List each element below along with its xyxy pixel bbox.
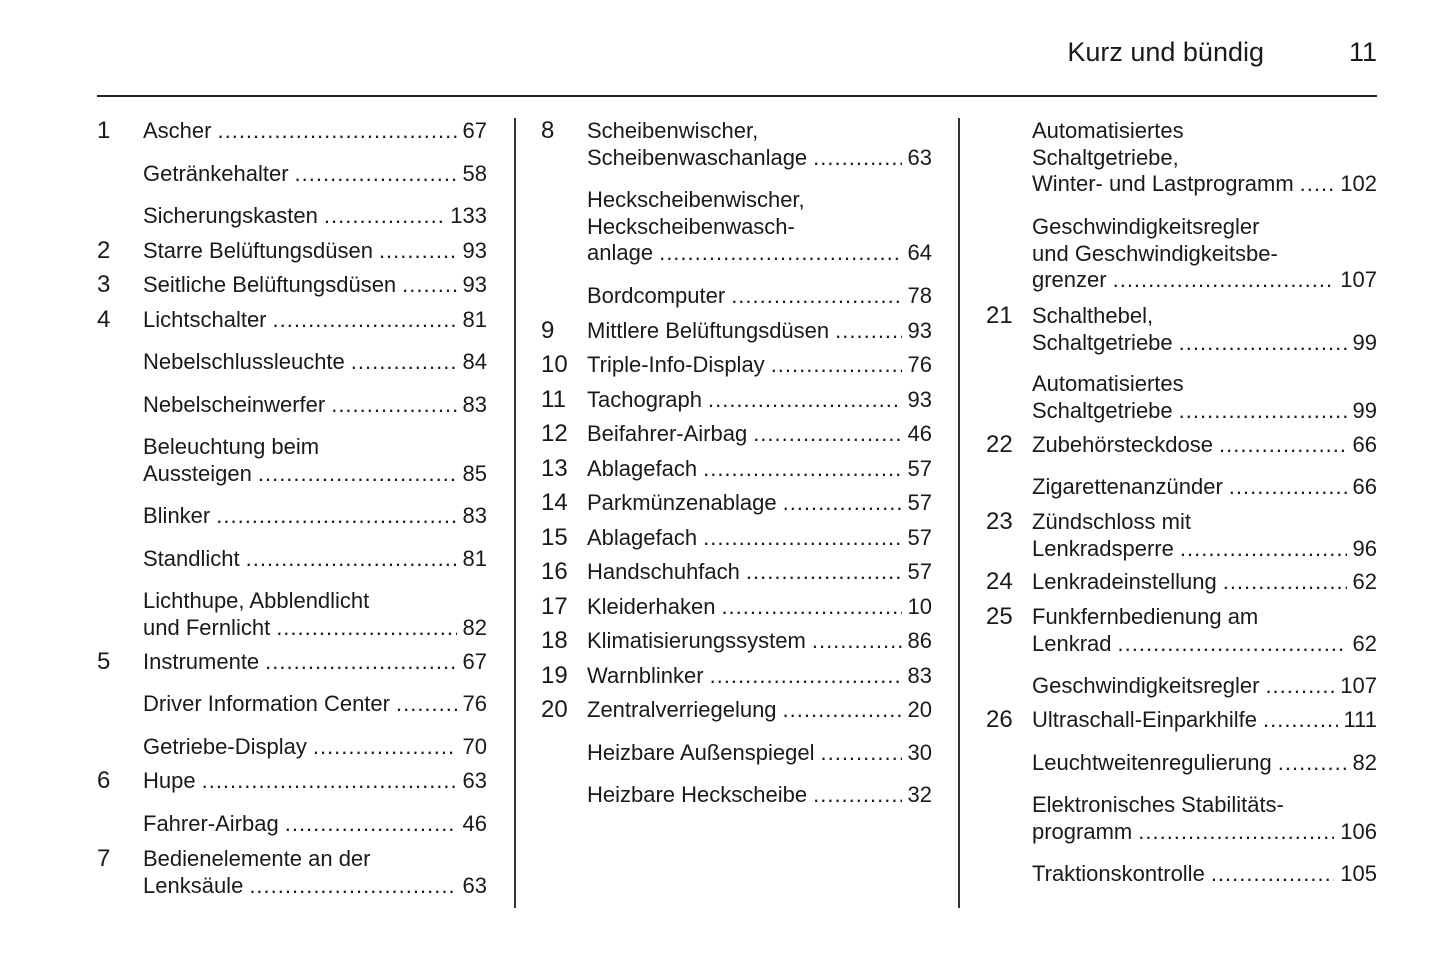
index-entry — [97, 118, 487, 145]
index-entry — [541, 490, 932, 517]
page-reference: 133 — [450, 203, 487, 228]
dot-leader — [1263, 707, 1338, 734]
item-number: 22 — [986, 431, 1013, 458]
page-reference: 58 — [462, 161, 487, 186]
item-number: 26 — [986, 706, 1013, 733]
entry-label: Nebelscheinwerfer — [143, 392, 326, 417]
page-reference: 82 — [1352, 750, 1377, 775]
page-reference: 82 — [462, 614, 487, 640]
index-entry — [986, 214, 1377, 294]
index-entry — [97, 307, 487, 334]
index-entry — [541, 663, 932, 690]
entry-label: Scheibenwischer, — [587, 118, 759, 143]
page-reference: 85 — [462, 460, 487, 486]
index-entry — [97, 272, 487, 299]
item-number: 7 — [97, 845, 111, 872]
item-number: 18 — [541, 627, 568, 654]
item-number: 4 — [97, 306, 111, 333]
dot-leader — [265, 649, 456, 676]
index-entry — [986, 707, 1377, 734]
dot-leader — [746, 559, 902, 586]
entry-label: Nebelschlussleuchte — [143, 349, 345, 374]
column-divider — [958, 118, 960, 908]
index-entry — [97, 768, 487, 795]
index-entry — [97, 434, 487, 487]
entry-label: Ascher — [143, 118, 212, 143]
entry-label: programm — [1032, 818, 1133, 844]
dot-leader — [813, 145, 901, 172]
page-reference: 30 — [907, 740, 932, 765]
dot-leader — [1300, 171, 1335, 198]
entry-label: Schalthebel, — [1032, 303, 1154, 328]
item-number: 12 — [541, 420, 568, 447]
page-reference: 111 — [1343, 707, 1377, 732]
index-entry — [986, 303, 1377, 356]
index-entry — [541, 525, 932, 552]
index-entry — [97, 349, 487, 376]
index-entry — [541, 318, 932, 345]
page-reference: 99 — [1352, 397, 1377, 423]
dot-leader — [1179, 398, 1347, 425]
index-entry — [541, 782, 932, 809]
item-number: 6 — [97, 767, 111, 794]
index-entry — [986, 861, 1377, 888]
index-entry — [97, 161, 487, 188]
page-reference: 67 — [462, 649, 487, 674]
column-divider — [514, 118, 516, 908]
item-number: 20 — [541, 696, 568, 723]
index-entry — [541, 118, 932, 171]
entry-label: Schaltgetriebe, — [1032, 144, 1179, 170]
index-entry — [97, 588, 487, 641]
page-reference: 57 — [907, 490, 932, 515]
item-number: 10 — [541, 351, 568, 378]
entry-label: Zündschloss mit — [1032, 509, 1191, 534]
entry-label: und Geschwindigkeitsbe- — [1032, 240, 1278, 266]
entry-label: Mittlere Belüftungsdüsen — [587, 318, 830, 343]
index-entry — [541, 421, 932, 448]
page-reference: 63 — [462, 872, 487, 898]
page-reference: 63 — [907, 144, 932, 170]
dot-leader — [402, 272, 456, 299]
item-number: 2 — [97, 237, 111, 264]
page-reference: 81 — [462, 307, 487, 332]
index-entry — [986, 118, 1377, 198]
entry-label: Hupe — [143, 768, 196, 793]
dot-leader — [771, 352, 902, 379]
entry-label: Heizbare Heckscheibe — [587, 782, 808, 807]
entry-label: und Fernlicht — [143, 614, 271, 640]
index-entry — [97, 691, 487, 718]
page-reference: 63 — [462, 768, 487, 793]
entry-label: Warnblinker — [587, 663, 704, 688]
entry-label: Traktionskontrolle — [1032, 861, 1205, 886]
dot-leader — [217, 118, 456, 145]
index-entry — [986, 474, 1377, 501]
page-reference: 32 — [907, 782, 932, 807]
index-entry — [97, 503, 487, 530]
dot-leader — [246, 546, 457, 573]
page-reference: 83 — [907, 663, 932, 688]
page-reference: 62 — [1352, 630, 1377, 656]
dot-leader — [731, 283, 901, 310]
dot-leader — [812, 628, 902, 655]
index-entry — [541, 387, 932, 414]
dot-leader — [1211, 861, 1334, 888]
entry-label: Zigarettenanzünder — [1032, 474, 1223, 499]
index-entry — [541, 559, 932, 586]
dot-leader — [276, 615, 456, 642]
entry-label: Seitliche Belüftungsdüsen — [143, 272, 397, 297]
page-reference: 66 — [1352, 474, 1377, 499]
page-reference: 93 — [907, 318, 932, 343]
page-reference: 20 — [907, 697, 932, 722]
page-reference: 46 — [462, 811, 487, 836]
entry-label: Zubehörsteckdose — [1032, 432, 1213, 457]
entry-label: Scheibenwaschanlage — [587, 144, 808, 170]
dot-leader — [783, 697, 902, 724]
dot-leader — [1219, 432, 1347, 459]
entry-label: Ablagefach — [587, 525, 698, 550]
entry-label: Klimatisierungssystem — [587, 628, 806, 653]
index-entry — [97, 734, 487, 761]
item-number: 21 — [986, 302, 1013, 329]
entry-label: Beifahrer-Airbag — [587, 421, 748, 446]
entry-label: Lenkradeinstellung — [1032, 569, 1217, 594]
page-reference: 83 — [462, 392, 487, 417]
page-reference: 96 — [1352, 535, 1377, 561]
dot-leader — [249, 873, 456, 900]
dot-leader — [1265, 673, 1334, 700]
index-entry — [986, 432, 1377, 459]
entry-label: Bedienelemente an der — [143, 846, 371, 871]
entry-label: Fahrer-Airbag — [143, 811, 279, 836]
entry-label: Blinker — [143, 503, 211, 528]
page-reference: 84 — [462, 349, 487, 374]
index-entry — [97, 238, 487, 265]
entry-label: Instrumente — [143, 649, 260, 674]
dot-leader — [1229, 474, 1347, 501]
dot-leader — [813, 782, 901, 809]
index-entry — [541, 697, 932, 724]
item-number: 11 — [541, 386, 566, 413]
entry-label: Lichthupe, Abblendlicht — [143, 588, 370, 613]
page-reference: 107 — [1340, 673, 1377, 698]
dot-leader — [295, 161, 457, 188]
dot-leader — [753, 421, 901, 448]
page-reference: 83 — [462, 503, 487, 528]
entry-label: Parkmünzenablage — [587, 490, 777, 515]
entry-label: Heizbare Außenspiegel — [587, 740, 815, 765]
index-entry — [97, 649, 487, 676]
entry-label: anlage — [587, 240, 654, 265]
item-number: 17 — [541, 593, 568, 620]
entry-label: Elektronisches Stabilitäts- — [1032, 792, 1284, 817]
index-entry — [986, 569, 1377, 596]
dot-leader — [703, 456, 901, 483]
entry-label: Triple-Info-Display — [587, 352, 765, 377]
index-entry — [986, 750, 1377, 777]
page-reference: 86 — [907, 628, 932, 653]
item-number: 24 — [986, 568, 1013, 595]
index-entry — [97, 203, 487, 230]
page-reference: 93 — [462, 238, 487, 263]
item-number: 1 — [97, 117, 111, 144]
page-reference: 81 — [462, 546, 487, 571]
dot-leader — [1113, 267, 1335, 294]
entry-label: Automatisiertes — [1032, 371, 1184, 396]
page-reference: 57 — [907, 525, 932, 550]
dot-leader — [659, 240, 901, 267]
page-reference: 93 — [907, 387, 932, 412]
dot-leader — [835, 318, 901, 345]
dot-leader — [351, 349, 457, 376]
entry-label: Lenksäule — [143, 872, 244, 898]
page-reference: 62 — [1352, 569, 1377, 594]
page-reference: 76 — [462, 691, 487, 716]
dot-leader — [216, 503, 456, 530]
page-reference: 64 — [907, 240, 932, 265]
item-number: 25 — [986, 603, 1013, 630]
page-reference: 106 — [1340, 818, 1377, 844]
page-reference: 67 — [462, 118, 487, 143]
entry-label: Getränkehalter — [143, 161, 289, 186]
entry-label: Getriebe-Display — [143, 734, 307, 759]
index-entry — [986, 673, 1377, 700]
page-reference: 78 — [907, 283, 932, 308]
page-reference: 107 — [1340, 267, 1377, 292]
dot-leader — [1223, 569, 1347, 596]
index-entry — [541, 594, 932, 621]
index-entry — [541, 187, 932, 267]
dot-leader — [708, 387, 902, 414]
index-entry — [986, 509, 1377, 562]
index-entry — [541, 628, 932, 655]
dot-leader — [1118, 631, 1347, 658]
page-number: 11 — [1348, 37, 1377, 67]
dot-leader — [1179, 330, 1347, 357]
index-entry — [97, 392, 487, 419]
dot-leader — [202, 768, 457, 795]
index-entry — [986, 371, 1377, 424]
index-entry — [97, 811, 487, 838]
dot-leader — [710, 663, 902, 690]
entry-label: Handschuhfach — [587, 559, 740, 584]
dot-leader — [379, 238, 457, 265]
dot-leader — [1278, 750, 1347, 777]
index-entry — [541, 740, 932, 767]
entry-label: Lichtschalter — [143, 307, 267, 332]
item-number: 15 — [541, 524, 568, 551]
entry-label: Starre Belüftungsdüsen — [143, 238, 373, 263]
index-entry — [541, 352, 932, 379]
page-reference: 105 — [1340, 861, 1377, 886]
item-number: 9 — [541, 317, 555, 344]
entry-label: Beleuchtung beim — [143, 434, 320, 459]
dot-leader — [1180, 536, 1347, 563]
page-reference: 57 — [907, 456, 932, 481]
entry-label: grenzer — [1032, 267, 1107, 292]
dot-leader — [258, 461, 457, 488]
entry-label: Ablagefach — [587, 456, 698, 481]
header-divider — [97, 95, 1377, 97]
dot-leader — [313, 734, 457, 761]
entry-label: Winter- und Lastprogramm — [1032, 171, 1294, 196]
page-reference: 102 — [1340, 171, 1377, 196]
entry-label: Driver Information Center — [143, 691, 390, 716]
entry-label: Schaltgetriebe — [1032, 397, 1173, 423]
item-number: 5 — [97, 648, 111, 675]
entry-label: Sicherungskasten — [143, 203, 318, 228]
page-title: Kurz und bündig — [1067, 37, 1264, 67]
entry-label: Heckscheibenwasch- — [587, 213, 795, 239]
entry-label: Schaltgetriebe — [1032, 329, 1173, 355]
page-reference: 66 — [1352, 432, 1377, 457]
entry-label: Lenkradsperre — [1032, 535, 1174, 561]
page-reference: 57 — [907, 559, 932, 584]
page-reference: 10 — [907, 594, 932, 619]
entry-label: Funkfernbedienung am — [1032, 604, 1259, 629]
index-entry — [986, 792, 1377, 845]
entry-label: Geschwindigkeitsregler — [1032, 214, 1260, 239]
dot-leader — [721, 594, 901, 621]
item-number: 23 — [986, 508, 1013, 535]
dot-leader — [273, 307, 457, 334]
item-number: 16 — [541, 558, 568, 585]
index-entry — [541, 456, 932, 483]
item-number: 13 — [541, 455, 568, 482]
item-number: 3 — [97, 271, 111, 298]
index-entry — [97, 546, 487, 573]
page-reference: 93 — [462, 272, 487, 297]
entry-label: Heckscheibenwischer, — [587, 187, 805, 212]
index-entry — [541, 283, 932, 310]
entry-label: Bordcomputer — [587, 283, 726, 308]
entry-label: Leuchtweitenregulierung — [1032, 750, 1272, 775]
page-reference: 70 — [462, 734, 487, 759]
entry-label: Lenkrad — [1032, 630, 1112, 656]
dot-leader — [331, 392, 456, 419]
dot-leader — [396, 691, 457, 718]
item-number: 14 — [541, 489, 568, 516]
entry-label: Automatisiertes — [1032, 118, 1184, 143]
item-number: 19 — [541, 662, 568, 689]
item-number: 8 — [541, 117, 555, 144]
entry-label: Geschwindigkeitsregler — [1032, 673, 1260, 698]
index-entry — [97, 846, 487, 899]
page-reference: 99 — [1352, 329, 1377, 355]
entry-label: Tachograph — [587, 387, 702, 412]
entry-label: Aussteigen — [143, 460, 252, 486]
page-reference: 46 — [907, 421, 932, 446]
entry-label: Zentralverriegelung — [587, 697, 777, 722]
entry-label: Kleiderhaken — [587, 594, 716, 619]
dot-leader — [1138, 819, 1334, 846]
dot-leader — [703, 525, 901, 552]
dot-leader — [285, 811, 457, 838]
dot-leader — [820, 740, 901, 767]
dot-leader — [783, 490, 902, 517]
page-reference: 76 — [907, 352, 932, 377]
entry-label: Standlicht — [143, 546, 240, 571]
entry-label: Ultraschall-Einparkhilfe — [1032, 707, 1257, 732]
index-entry — [986, 604, 1377, 657]
dot-leader — [324, 203, 444, 230]
